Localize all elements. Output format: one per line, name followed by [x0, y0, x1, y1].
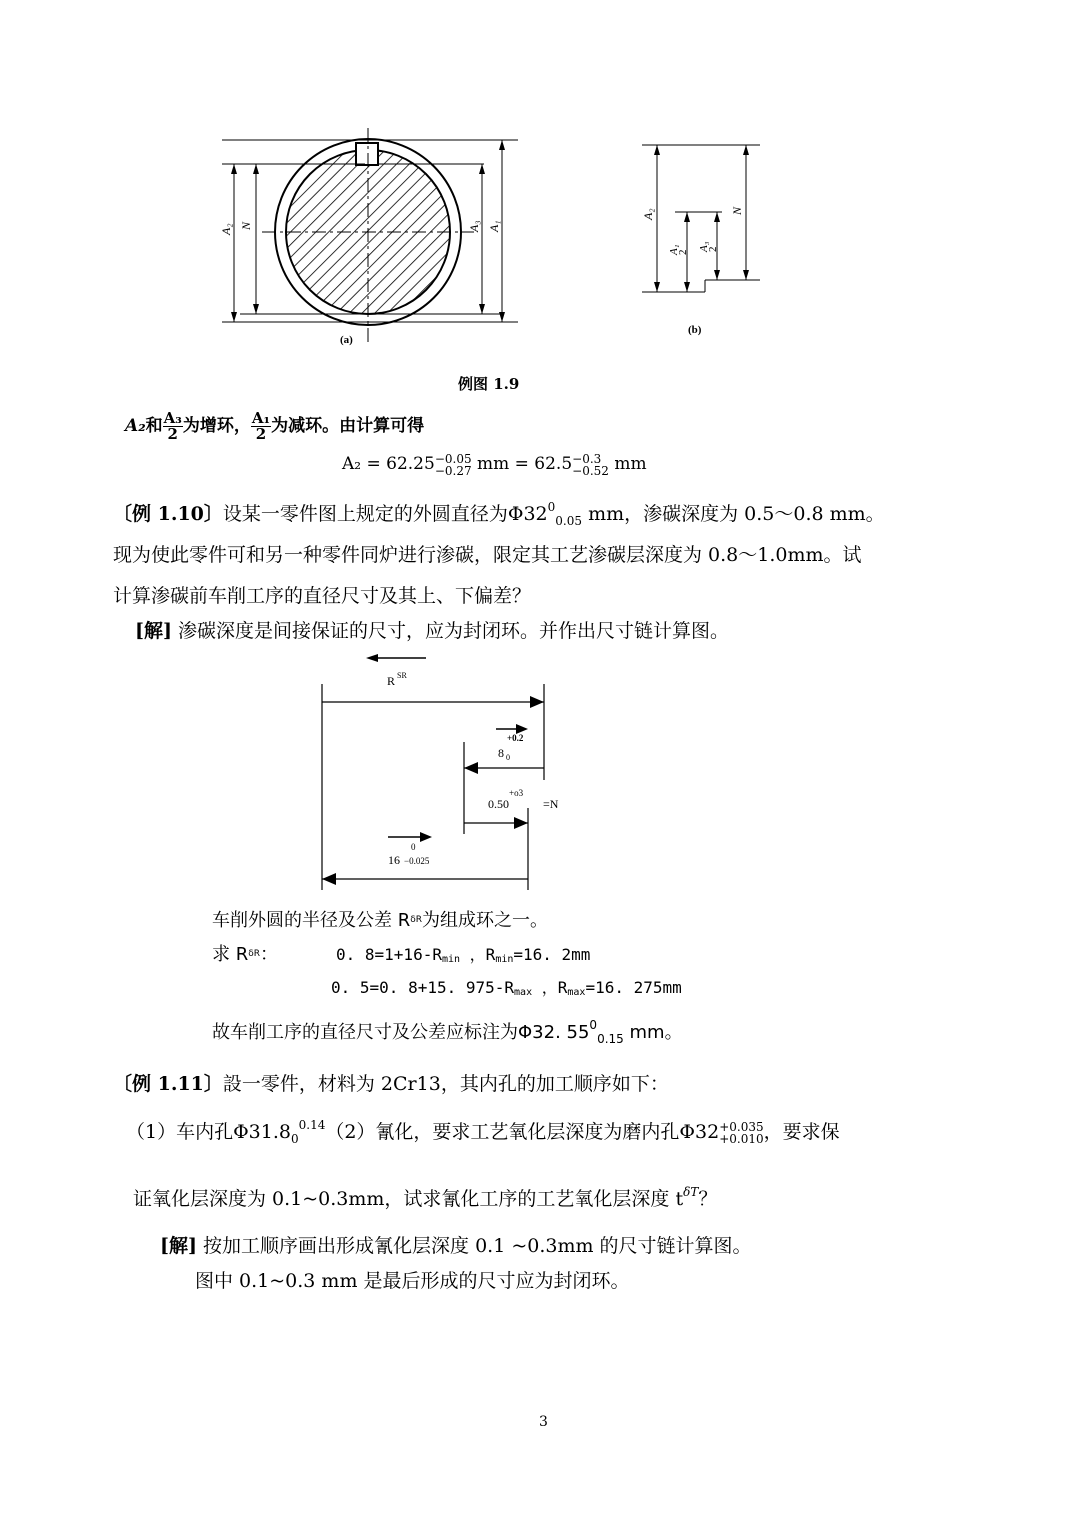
- formula-line-increase-decrease: A₂和 $\frac{\text{A₃}}{2}$ 为增环， $\frac{\text{A₁}}{2}$ 为减环。由计算可得: [125, 409, 425, 443]
- ex111-line1: 〔例 1.11〕設一零件，材料为 2Cr13，其内孔的加工顺序如下：: [113, 1073, 669, 1095]
- svg-text:−0.025: −0.025: [404, 856, 430, 866]
- fig-a-caption: (a): [340, 334, 353, 346]
- svg-text:0: 0: [411, 842, 416, 852]
- svg-text:=N: =N: [543, 797, 559, 811]
- ex111-line2: （1）车内孔$\Phi 31.8_0^{0.14}(2)$氰化，要求工艺氧化层深度为磨内孔Φ32 +0.035 +0.010 ，要求保: [126, 1118, 840, 1146]
- svg-text:R: R: [387, 674, 396, 688]
- fig-b-label-a3: A₃: [698, 241, 710, 252]
- fig-b-label-a1: A₁: [668, 244, 680, 255]
- figure-caption: 例图 1.9: [458, 375, 520, 393]
- fig-b-caption: (b): [688, 324, 702, 336]
- fig-a-label-n: N: [239, 221, 253, 230]
- ex110-line2: 现为使此零件可和另一种零件同炉进行渗碳，限定其工艺渗碳层深度为 0.8～1.0mm。试: [113, 544, 862, 566]
- svg-text:8: 8: [498, 746, 504, 760]
- svg-text:16: 16: [388, 853, 400, 867]
- fig-b-label-a1-den: 2: [677, 249, 689, 255]
- fig-b-label-a3-den: 2: [707, 246, 719, 252]
- fig-b-label-a2: A₂: [641, 208, 655, 220]
- fig-b-label-n: N: [730, 206, 744, 215]
- fig-a-label-a2: A₂: [219, 223, 233, 235]
- formula-line-result: A₂ = 62.25 −0.05 −0.27 mm = 62.5 −0.3 −0.52 mm: [342, 451, 647, 478]
- calc1-line1: 车削外圆的半径及公差 $R^{\delta R}$为组成环之一。: [212, 910, 548, 931]
- svg-text:0: 0: [506, 753, 510, 762]
- fig-a-label-a1: A₁: [487, 220, 501, 232]
- svg-text:0.50: 0.50: [488, 797, 509, 811]
- ex111-line3: 证氧化层深度为 0.1~0.3mm，试求氰化工序的工艺氧化层深度 $t^{\delta T}$？: [133, 1185, 718, 1210]
- page-number: 3: [539, 1414, 548, 1430]
- svg-text:+o3: +o3: [509, 788, 524, 798]
- ex110-line1: 〔例 1.10〕设某一零件图上规定的外圆直径为$\Phi 32^0_{0.05}$ mm，渗碳深度为 0.5～0.8 mm。: [113, 500, 885, 528]
- ex111-solution2: 图中 0.1~0.3 mm 是最后形成的尺寸应为封闭环。: [195, 1270, 630, 1292]
- svg-text:+0.2: +0.2: [507, 733, 524, 743]
- calc1-eq1: 0. 8=1+16-Rmin ，Rmin=16. 2mm: [336, 945, 591, 965]
- ex111-solution1: [解] 按加工顺序画出形成氰化层深度 0.1 ~0.3mm 的尺寸链计算图。: [160, 1235, 752, 1257]
- ex110-line3: 计算渗碳前车削工序的直径尺寸及其上、下偏差？: [113, 585, 532, 607]
- ex110-solution: [解] 渗碳深度是间接保证的尺寸，应为封闭环。并作出尺寸链计算图。: [135, 620, 730, 642]
- svg-text:SR: SR: [397, 671, 407, 680]
- calc1-eq2: 0. 5=0. 8+15. 975-Rmax ，Rmax=16. 275mm: [331, 978, 682, 998]
- calc1-line2: 求 $R^{\delta R}$：: [212, 944, 278, 965]
- fig-a-label-a3: A₃: [467, 220, 481, 232]
- calc1-conclusion: 故车削工序的直径尺寸及公差应标注为Φ32. $55^0_{0.15}$ mm。: [212, 1018, 683, 1046]
